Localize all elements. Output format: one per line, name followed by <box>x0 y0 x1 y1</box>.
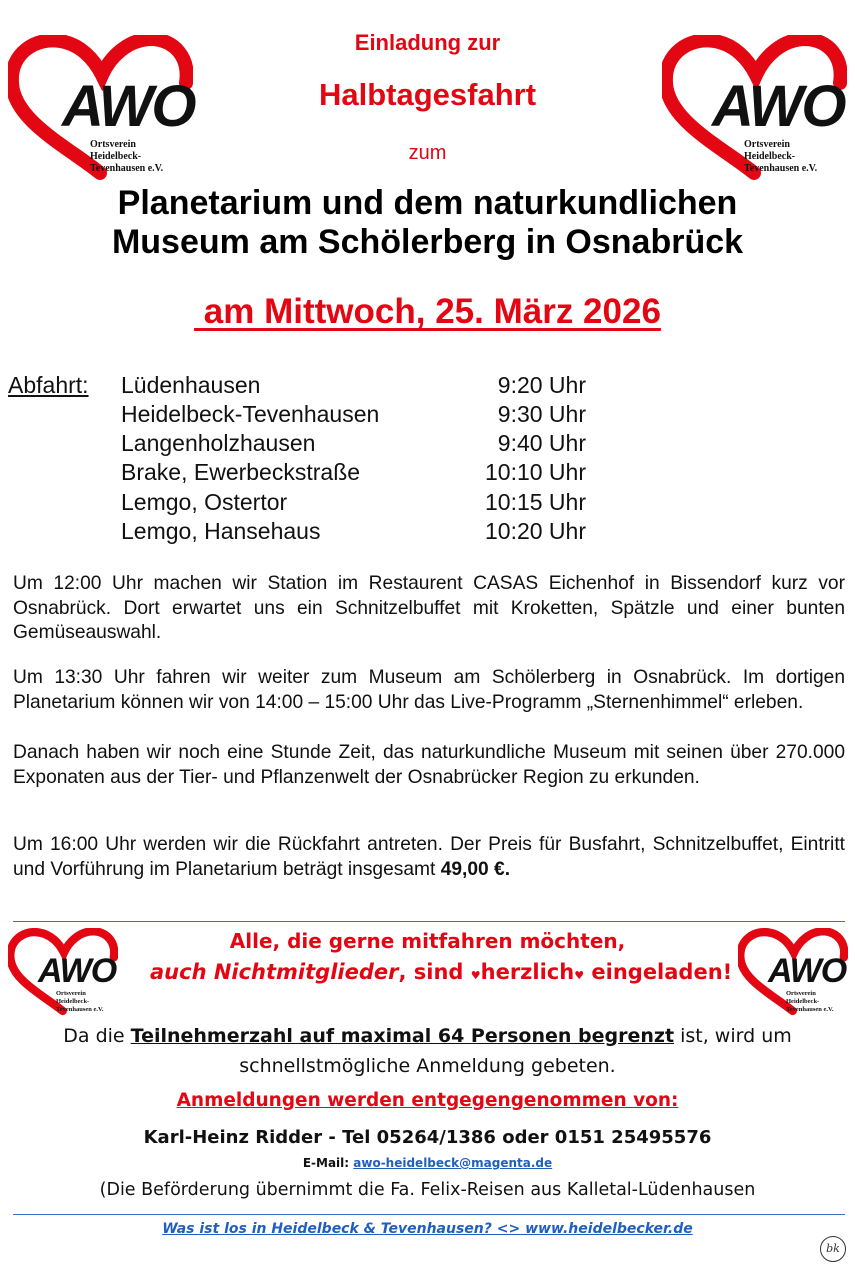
awo-subtitle: Ortsverein Heidelbeck- Tevenhausen e.V. <box>786 990 834 1013</box>
price: 49,00 €. <box>440 858 511 880</box>
invitation-line: Einladung zur <box>354 30 501 55</box>
awo-logo-bottom-left <box>8 928 118 1016</box>
title-line-2: Museum am Schölerberg in Osnabrück <box>111 223 744 261</box>
invite-mid: , sind <box>398 960 471 984</box>
departure-time: 9:20 Uhr <box>497 372 586 398</box>
awo-brand-text: AWO <box>38 952 117 990</box>
departure-time: 9:40 Uhr <box>497 430 586 456</box>
departure-place: Lemgo, Ostertor <box>121 489 288 515</box>
invite-herzlich: herzlich <box>480 960 575 984</box>
awo-brand-text: AWO <box>712 74 845 139</box>
awo-subtitle: Ortsverein Heidelbeck- Tevenhausen e.V. <box>56 990 104 1013</box>
note-post: ist, wird um <box>674 1025 792 1047</box>
invite-nonmembers: auch Nichtmitglieder <box>150 960 399 984</box>
departure-place: Lüdenhausen <box>121 372 261 398</box>
email-link[interactable]: awo-heidelbeck@magenta.de <box>353 1156 553 1170</box>
departure-row <box>121 489 586 519</box>
departure-row <box>121 518 586 548</box>
invite-line-1: Alle, die gerne mitfahren möchten, <box>229 929 626 953</box>
departure-time: 10:10 Uhr <box>484 459 586 485</box>
departure-time: 9:30 Uhr <box>497 401 586 427</box>
departure-row <box>121 372 586 402</box>
invite-end: eingeladen! <box>584 960 733 984</box>
invite-line-2 <box>150 957 733 991</box>
participant-note <box>0 1021 855 1081</box>
connector-word: zum <box>408 142 447 164</box>
departure-row <box>121 459 586 489</box>
carrier-note: (Die Beförderung übernimmt die Fa. Felix-Reisen aus Kalletal-Lüdenhausen <box>99 1180 756 1200</box>
paragraph-lunch: Um 12:00 Uhr machen wir Station im Restaurent CASAS Eichenhof in Bissendorf kurz vor Osnabrück. Dort erwartet uns ein Schnitzelbuffet mit Kroketten, Spätzle und einer bunten Gemüseauswahl. <box>13 573 845 643</box>
return-text: Um 16:00 Uhr werden wir die Rückfahrt antreten. Der Preis für Busfahrt, Schnitzelbuffet, Eintritt und Vorführung im Planetarium beträgt insgesamt <box>13 834 845 880</box>
departure-row <box>121 430 586 460</box>
departure-row <box>121 401 586 431</box>
departure-place: Lemgo, Hansehaus <box>121 518 321 544</box>
paragraph-return <box>13 833 845 882</box>
registration-heading: Anmeldungen werden entgegengenommen von: <box>176 1090 679 1111</box>
small-heart-icon: ♥ <box>470 969 481 982</box>
awo-subtitle: Ortsverein Heidelbeck- Tevenhausen e.V. <box>90 139 164 174</box>
small-heart-icon: ♥ <box>574 969 585 982</box>
divider <box>13 921 845 922</box>
event-date <box>0 292 855 332</box>
note-limit: Teilnehmerzahl auf maximal 64 Personen begrenzt <box>130 1025 675 1047</box>
title-line-1: Planetarium und dem naturkundlichen <box>117 184 738 222</box>
departure-place: Brake, Ewerbeckstraße <box>121 459 361 485</box>
departure-label: Abfahrt: <box>8 372 89 398</box>
email-line <box>0 1156 855 1170</box>
awo-logo-bottom-right <box>738 928 848 1016</box>
paragraph-planetarium: Um 13:30 Uhr fahren wir weiter zum Museum am Schölerberg in Osnabrück. Im dortigen Planetarium können wir von 14:00 – 15:00 Uhr das Live-Programm „Sternenhimmel“ erleben. <box>13 667 845 713</box>
departure-time: 10:20 Uhr <box>484 518 586 544</box>
note-line-1 <box>0 1021 855 1051</box>
departure-place: Langenholzhausen <box>121 430 316 456</box>
email-label: E-Mail: <box>302 1156 354 1170</box>
contact-info: Karl-Heinz Ridder - Tel 05264/1386 oder 0151 25495576 <box>143 1127 712 1148</box>
note-line-2: schnellstmögliche Anmeldung gebeten. <box>239 1055 616 1077</box>
signature-mark: bk <box>820 1236 846 1262</box>
paragraph-museum: Danach haben wir noch eine Stunde Zeit, das naturkundliche Museum mit seinen über 270.000 Exponaten aus der Tier- und Pflanzenwelt der Osnabrücker Region zu erkunden. <box>13 742 845 788</box>
footer-link[interactable]: Was ist los in Heidelbeck & Tevenhausen? <> www.heidelbecker.de <box>162 1221 693 1237</box>
page-title <box>0 184 855 262</box>
awo-subtitle: Ortsverein Heidelbeck- Tevenhausen e.V. <box>744 139 818 174</box>
event-date-text: am Mittwoch, 25. März 2026 <box>194 292 661 331</box>
awo-brand-text: AWO <box>62 74 195 139</box>
invitation-callout <box>150 926 733 991</box>
trip-type: Halbtagesfahrt <box>318 77 537 112</box>
awo-brand-text: AWO <box>768 952 847 990</box>
departure-time: 10:15 Uhr <box>484 489 586 515</box>
departure-place: Heidelbeck-Tevenhausen <box>121 401 380 427</box>
note-pre: Da die <box>63 1025 131 1047</box>
divider <box>13 1214 845 1215</box>
